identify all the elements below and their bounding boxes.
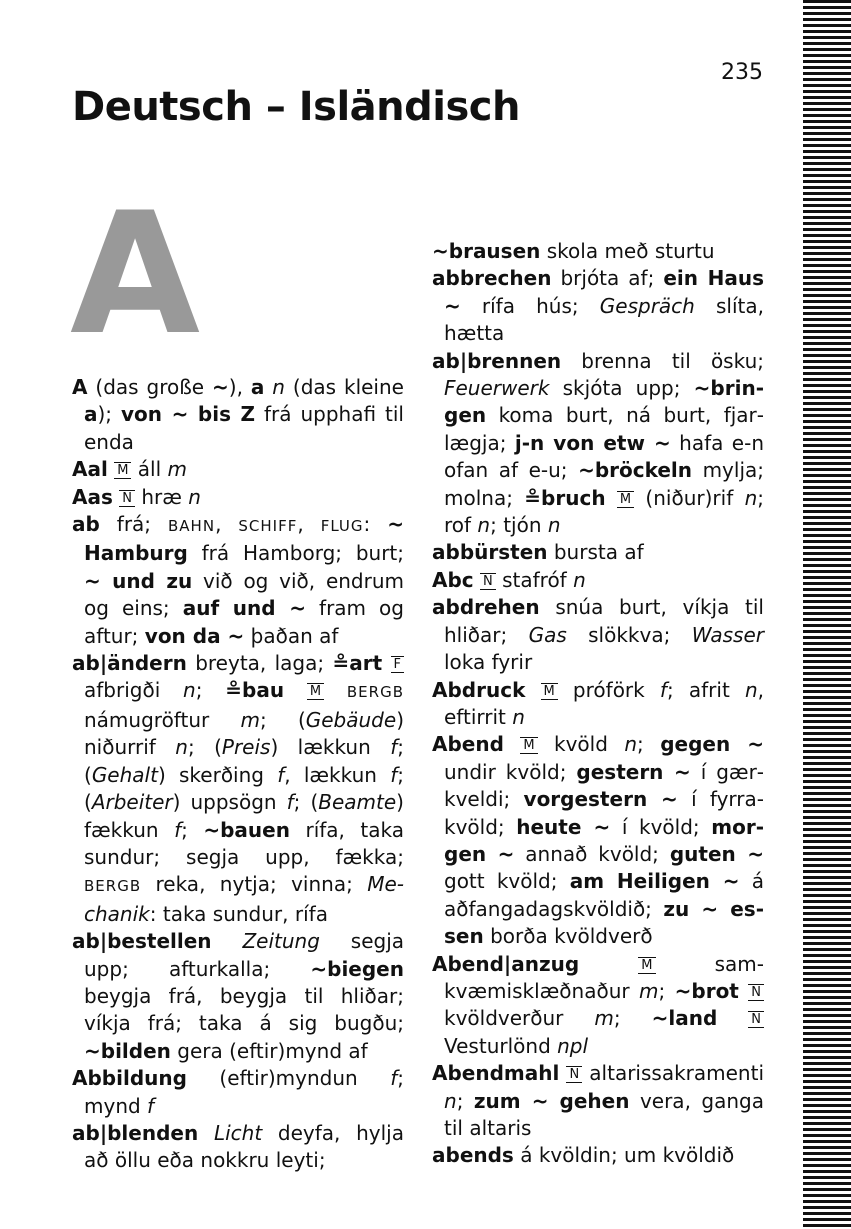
headword: gegen ~ bbox=[660, 732, 764, 757]
translation-text: deyfa, hylja að öllu eða nokkru leyti; bbox=[84, 1120, 404, 1173]
translation-text bbox=[198, 1121, 214, 1145]
dictionary-entry bbox=[432, 238, 764, 265]
translation-text bbox=[504, 732, 520, 756]
gender-marker: M bbox=[541, 683, 558, 700]
thumb-index-tab bbox=[803, 0, 851, 1229]
gender-marker: M bbox=[638, 957, 655, 974]
headword: von ~ bis Z bbox=[121, 402, 256, 427]
headword: j-n von etw ~ bbox=[514, 430, 671, 455]
headword: ≗bau bbox=[225, 678, 285, 703]
translation-text: mylja; molna; bbox=[444, 458, 764, 510]
headword: ab|bestellen bbox=[72, 929, 212, 954]
gender-marker: M bbox=[617, 491, 634, 508]
grammar-label: f bbox=[286, 790, 294, 815]
dictionary-entry bbox=[432, 539, 764, 566]
headword: A bbox=[72, 375, 88, 399]
translation-text: ) niðurrif bbox=[84, 707, 404, 760]
headword: Abbildung bbox=[72, 1066, 187, 1091]
grammar-label: n bbox=[512, 704, 525, 729]
translation-text: koma burt, ná burt, fjarlægja; bbox=[444, 403, 764, 455]
grammar-label: f bbox=[390, 762, 398, 787]
translation-text: í fyrrakvöld; bbox=[444, 787, 764, 839]
gender-marker: N bbox=[566, 1066, 582, 1083]
headword: ~bringen bbox=[444, 376, 764, 428]
grammar-label: f bbox=[659, 677, 667, 702]
translation-text: kvöldverður bbox=[444, 1006, 595, 1031]
translation-text: ) fækkun bbox=[84, 790, 404, 842]
headword: morgen ~ bbox=[444, 814, 764, 866]
translation-text: segja upp; afturkalla; bbox=[84, 929, 405, 981]
grammar-label: f bbox=[147, 1093, 155, 1118]
dictionary-entry bbox=[72, 456, 404, 483]
translation-text bbox=[739, 979, 748, 1003]
headword: auf und ~ bbox=[182, 596, 306, 621]
translation-text: ; bbox=[456, 1088, 474, 1113]
translation-text: (eftir)myndun bbox=[186, 1066, 391, 1091]
translation-text: beygja frá, beygja til hliðar; víkja frá; taka á sig bugðu; bbox=[84, 983, 404, 1036]
gender-marker: N bbox=[748, 1011, 764, 1028]
page-title: Deutsch – Isländisch bbox=[72, 84, 520, 130]
headword: ~biegen bbox=[310, 956, 404, 981]
grammar-label: Zeitung bbox=[242, 929, 320, 954]
grammar-label: f bbox=[390, 735, 398, 760]
translation-text bbox=[324, 678, 347, 702]
grammar-label: Gebäude bbox=[305, 707, 397, 732]
grammar-label: n bbox=[744, 485, 758, 510]
translation-text: á aðfangadagskvöldið; bbox=[444, 869, 764, 921]
dictionary-entry bbox=[432, 731, 764, 950]
dictionary-entry bbox=[432, 265, 764, 347]
grammar-label: Gehalt bbox=[91, 762, 158, 787]
headword: ~ und zu bbox=[84, 568, 193, 593]
translation-text: afbrigði bbox=[84, 678, 184, 703]
grammar-label: n bbox=[444, 1088, 457, 1113]
gender-marker: N bbox=[119, 490, 135, 507]
translation-text: , bbox=[297, 512, 321, 537]
headword: ab|blenden bbox=[72, 1120, 199, 1145]
headword: vorgestern ~ bbox=[523, 787, 678, 812]
grammar-label: Licht bbox=[213, 1120, 263, 1145]
translation-text: stafróf bbox=[495, 567, 574, 592]
translation-text bbox=[525, 678, 540, 702]
translation-text: brenna til ösku; bbox=[561, 348, 764, 373]
translation-text: ; bbox=[658, 978, 675, 1003]
translation-text: ; ( bbox=[259, 707, 306, 732]
dictionary-entry bbox=[432, 348, 764, 540]
subject-label: BAHN bbox=[168, 517, 216, 536]
headword: ~land bbox=[651, 1006, 718, 1031]
headword: heute ~ bbox=[516, 814, 611, 839]
headword: a bbox=[84, 402, 98, 427]
translation-text: ) lækkun bbox=[270, 735, 391, 760]
translation-text: skjóta upp; bbox=[549, 376, 694, 401]
headword: Abend bbox=[432, 732, 504, 757]
grammar-label: Preis bbox=[221, 735, 271, 760]
gender-marker: F bbox=[391, 656, 404, 673]
dictionary-entry bbox=[432, 1142, 764, 1169]
translation-text bbox=[212, 929, 243, 953]
translation-text: í gærkveldi; bbox=[444, 759, 765, 812]
translation-text: próförk bbox=[557, 677, 660, 702]
translation-text: þaðan af bbox=[244, 623, 339, 648]
dictionary-entry bbox=[72, 1120, 404, 1175]
headword: ein Haus ~ bbox=[444, 266, 764, 318]
gender-marker: N bbox=[480, 573, 496, 590]
grammar-label: m bbox=[594, 1006, 614, 1031]
translation-text: frá upphafi til enda bbox=[84, 402, 404, 454]
gender-marker: M bbox=[520, 737, 537, 754]
subject-label: BERGB bbox=[346, 683, 404, 702]
translation-text: ; ( bbox=[187, 735, 222, 760]
gender-marker: M bbox=[114, 462, 131, 479]
translation-text: , eftirrit bbox=[444, 677, 764, 729]
headword: ab bbox=[72, 512, 100, 537]
translation-text: borða kvöldverð bbox=[483, 924, 653, 949]
headword: Abc bbox=[432, 567, 474, 592]
headword: a bbox=[250, 375, 265, 399]
translation-text: undir kvöld; bbox=[444, 759, 577, 784]
translation-text: ; bbox=[195, 678, 226, 703]
grammar-label: f bbox=[277, 762, 285, 787]
translation-text: altarissakramenti bbox=[582, 1061, 764, 1086]
translation-text: ; ( bbox=[293, 790, 319, 815]
translation-text: við og við, endrum og eins; bbox=[84, 568, 404, 621]
grammar-label: Beamte bbox=[318, 790, 397, 815]
dictionary-entry bbox=[432, 677, 764, 732]
translation-text: frá; bbox=[99, 512, 168, 537]
grammar-label: Wasser bbox=[691, 622, 764, 647]
headword: ~bauen bbox=[203, 817, 290, 842]
translation-text: frá Hamborg; burt; bbox=[187, 541, 404, 566]
dictionary-entry bbox=[72, 374, 404, 456]
headword: gestern ~ bbox=[576, 759, 691, 784]
grammar-label: n bbox=[573, 567, 586, 592]
grammar-label: Gespräch bbox=[599, 293, 695, 318]
translation-text bbox=[606, 486, 617, 510]
translation-text: : bbox=[363, 512, 388, 537]
grammar-label: n bbox=[188, 484, 201, 509]
grammar-label: Feuerwerk bbox=[444, 376, 550, 401]
dictionary-entry bbox=[432, 594, 764, 676]
translation-text: brjóta af; bbox=[551, 266, 664, 291]
translation-text: ), bbox=[228, 375, 251, 399]
translation-text: gera (eftir)mynd af bbox=[170, 1038, 368, 1063]
headword: abbürsten bbox=[432, 540, 548, 565]
headword: ≗bruch bbox=[524, 485, 606, 510]
translation-text: hræ bbox=[134, 484, 189, 509]
gender-marker: N bbox=[748, 984, 764, 1001]
translation-text bbox=[579, 952, 638, 976]
headword: abdrehen bbox=[432, 595, 540, 620]
headword: Abdruck bbox=[432, 677, 526, 702]
translation-text: ; bbox=[613, 1006, 652, 1031]
grammar-label: n bbox=[477, 513, 491, 538]
translation-text: bursta af bbox=[547, 540, 644, 565]
headword: ab|ändern bbox=[72, 651, 187, 676]
translation-text: rífa hús; bbox=[460, 293, 600, 318]
translation-text: vera, ganga til altaris bbox=[444, 1088, 764, 1140]
headword: ~brausen bbox=[432, 239, 541, 263]
grammar-label: n bbox=[183, 678, 196, 703]
headword: Abendmahl bbox=[432, 1061, 560, 1086]
headword: von da ~ bbox=[144, 623, 245, 648]
translation-text: slökkva; bbox=[566, 622, 692, 647]
headword: guten ~ bbox=[669, 841, 765, 866]
grammar-label: n bbox=[547, 513, 561, 538]
translation-text: (das große bbox=[87, 375, 213, 399]
translation-text: (niður)rif bbox=[634, 485, 745, 510]
dictionary-entry bbox=[72, 1065, 404, 1120]
translation-text: kvöld bbox=[537, 732, 625, 757]
translation-text bbox=[284, 678, 307, 702]
grammar-label: Gas bbox=[528, 622, 567, 647]
dictionary-entry bbox=[432, 567, 764, 594]
headword: ≗art bbox=[332, 651, 383, 676]
dictionary-entry bbox=[72, 484, 404, 511]
dictionary-entry bbox=[432, 1060, 764, 1142]
grammar-label: npl bbox=[557, 1033, 589, 1058]
grammar-label: m bbox=[240, 707, 260, 732]
translation-text: ; bbox=[181, 817, 204, 842]
translation-text: (das kleine bbox=[284, 375, 404, 399]
translation-text: loka fyrir bbox=[444, 650, 533, 675]
grammar-label: Mechanik bbox=[84, 872, 404, 926]
translation-text: ; afrit bbox=[666, 677, 745, 702]
headword: ~ Hamburg bbox=[84, 512, 404, 566]
translation-text: ) skerðing bbox=[157, 762, 278, 787]
translation-text: snúa burt, víkja til hliðar; bbox=[444, 595, 764, 647]
headword: ~bröckeln bbox=[578, 458, 693, 483]
section-letter: A bbox=[70, 176, 201, 372]
page-number: 235 bbox=[721, 60, 763, 85]
grammar-label: n bbox=[272, 375, 285, 399]
subject-label: BERGB bbox=[84, 877, 142, 896]
right-column bbox=[432, 238, 764, 1170]
grammar-label: f bbox=[174, 817, 182, 842]
translation-text: rífa, taka sundur; segja upp, fækka; bbox=[84, 817, 404, 869]
translation-text: ); bbox=[97, 402, 121, 427]
headword: Aas bbox=[72, 484, 113, 509]
grammar-label: n bbox=[175, 735, 188, 760]
dictionary-entry bbox=[432, 951, 764, 1061]
grammar-label: n bbox=[744, 677, 758, 702]
translation-text: skola með sturtu bbox=[540, 239, 715, 263]
translation-text: ; tjón bbox=[490, 513, 548, 538]
headword: am Heiligen ~ bbox=[569, 869, 740, 894]
dictionary-entry bbox=[72, 928, 404, 1065]
grammar-label: f bbox=[390, 1066, 398, 1091]
headword: zum ~ gehen bbox=[473, 1088, 630, 1113]
translation-text: ; bbox=[637, 732, 661, 757]
translation-text: Vesturlönd bbox=[444, 1033, 558, 1058]
translation-text bbox=[717, 1006, 748, 1030]
headword: Abend|anzug bbox=[432, 951, 580, 976]
translation-text: annað kvöld; bbox=[514, 841, 670, 866]
headword: abends bbox=[432, 1143, 514, 1168]
dictionary-entry bbox=[72, 511, 404, 650]
headword: ~brot bbox=[674, 978, 739, 1003]
left-column bbox=[72, 374, 404, 1175]
translation-text: breyta, laga; bbox=[186, 651, 333, 676]
translation-text: fram og aftur; bbox=[84, 596, 404, 648]
headword: Aal bbox=[72, 457, 108, 482]
translation-text: ; ( bbox=[84, 735, 404, 787]
translation-text: ) uppsögn bbox=[172, 790, 287, 815]
translation-text: í kvöld; bbox=[610, 814, 712, 839]
grammar-label: m bbox=[639, 978, 659, 1003]
headword: abbrechen bbox=[432, 266, 552, 291]
subject-label: SCHIFF bbox=[238, 517, 298, 536]
dictionary-entry bbox=[72, 650, 404, 928]
translation-text: ; ( bbox=[84, 762, 404, 815]
translation-text: gott kvöld; bbox=[444, 869, 570, 894]
translation-text: ; rof bbox=[444, 485, 764, 538]
gender-marker: M bbox=[307, 683, 324, 700]
translation-text: reka, nytja; vinna; bbox=[141, 872, 368, 897]
translation-text bbox=[559, 1061, 566, 1085]
subject-label: FLUG bbox=[320, 517, 364, 536]
translation-text: samkvæmisklæðnaður bbox=[444, 951, 764, 1003]
translation-text: áll bbox=[131, 457, 168, 482]
translation-text: námugröftur bbox=[84, 707, 241, 732]
translation-text: , bbox=[215, 512, 239, 537]
translation-text: slíta, hætta bbox=[444, 293, 764, 346]
headword: zu ~ essen bbox=[444, 896, 764, 949]
headword: ~bilden bbox=[84, 1038, 171, 1063]
headword: ab|brennen bbox=[432, 348, 562, 373]
translation-text: ; mynd bbox=[84, 1066, 404, 1118]
translation-text: : taka sundur, rífa bbox=[149, 901, 328, 926]
translation-text: , lækkun bbox=[284, 762, 391, 787]
translation-text: á kvöldin; um kvöldið bbox=[513, 1143, 735, 1168]
translation-text: hafa e-n ofan af e-u; bbox=[444, 430, 764, 483]
grammar-label: Arbeiter bbox=[91, 790, 173, 815]
translation-text bbox=[382, 651, 390, 675]
grammar-label: m bbox=[167, 457, 187, 482]
grammar-label: n bbox=[624, 732, 638, 757]
headword: ~ bbox=[212, 375, 229, 399]
